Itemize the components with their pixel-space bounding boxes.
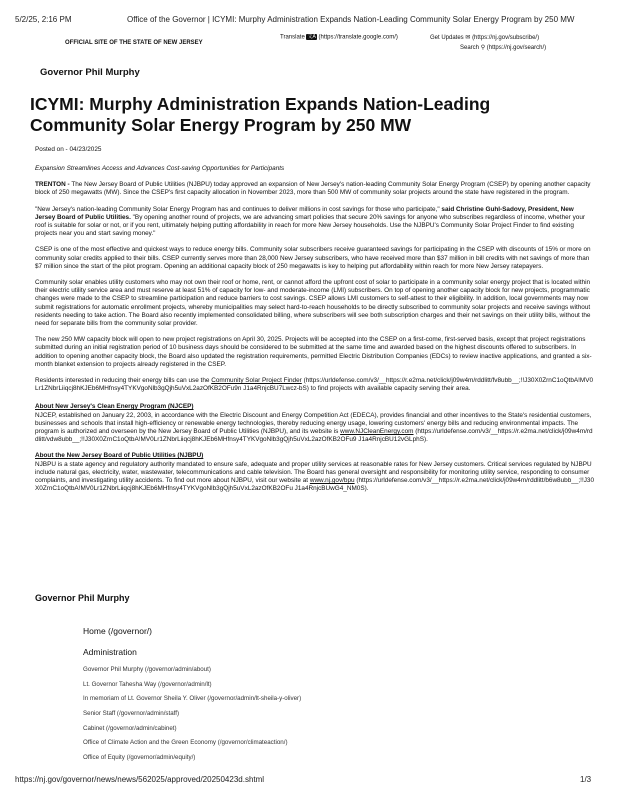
posted-date: Posted on - 04/23/2025 (35, 146, 102, 153)
quote-text: "New Jersey's nation-leading Community Solar Energy Program has and continues to deliver millions in cost savings for those who participate," (35, 205, 440, 213)
footer-admin-link[interactable]: Cabinet (/governor/admin/cabinet) (83, 724, 177, 732)
search-label: Search (460, 45, 480, 51)
quote-attribution: said Christine Guhl-Sadovy, President, New Jersey Board of Public Utilities. (35, 205, 574, 221)
translate-label: Translate (280, 34, 305, 41)
paragraph-1 (35, 181, 595, 197)
footer-admin-link[interactable]: Governor Phil Murphy (/governor/admin/about) (83, 666, 211, 673)
search-icon: ⚲ (480, 45, 486, 51)
paragraph-4: Community solar enables utility customers who may not own their roof or home, rent, or cannot afford the upfront cost of solar to participate in a community solar energy project that is located within their electric utility service area and must reserve at least 51% of capacity for low- and moderate-income (LMI) subscribers. On top of opening another capacity block for new projects, programmatic changes were made to the CSEP to streamline participation and reduce barriers to cost savings. CSEP allows LMI customers to self-attest to their eligibility. In addition, local governments may now submit registrations for automatic enrollment projects, whereby municipalities may select hard-to-reach households to be directly subscribed to community solar projects and receive savings without residents needing to take action. The Board also recently implemented consolidated billing, where subscribers will see both subscription charges and their net savings on their utility bills, without the need for separate bills from the community solar provider. (35, 279, 591, 328)
bpu-heading (35, 452, 595, 460)
footer-home-link[interactable]: Home (/governor/) (83, 626, 152, 636)
footer-admin-link[interactable]: Office of Equity (/governor/admin/equity/) (83, 754, 196, 762)
page-title: ICYMI: Murphy Administration Expands Nation-Leading Community Solar Energy Program by 250 MW (30, 94, 491, 135)
bpu-heading-text: About the New Jersey Board of Public Utilities (NJBPU) (35, 452, 204, 460)
bpu-body-text: NJBPU is a state agency and regulatory authority mandated to ensure safe, adequate and proper utility services at reasonable rates for New Jersey customers. Critical services regulated by NJBPU include natural gas, electricity, water, wastewater, telecommunications and cable television. The Board has general oversight and responsibility for monitoring utility service, responding to consumer complaints, and investigating utility accidents. To find out more about NJBPU, visit our website at (35, 460, 592, 485)
quote-continuation: "By opening another round of projects, we are advancing smart policies that secure 20% savings for anyone who subscribes regardless of income, whether your roof is suitable for solar or not, or if you rent, ultimately helping putting affordability in reach for more New Jersey households. Use the NJBPU's Community Solar Project Finder to find existing projects near you and start saving money." (35, 213, 586, 238)
print-page-number: 1/3 (580, 775, 592, 784)
footer-administration: Administration (83, 647, 137, 657)
get-updates-link[interactable] (430, 34, 539, 41)
paragraph-6-text: Residents interested in reducing their energy bills can use the (35, 377, 212, 385)
footer-admin-link[interactable]: Lt. Governor Tahesha Way (/governor/admin/lt) (83, 680, 212, 688)
updates-url: (https://nj.gov/subscribe/) (472, 35, 540, 41)
njcleanenergy-url[interactable]: (https://urldefense.com/v3/__https://r.e2ma.net/click/j09w4m/rddlitt/vdw8ubb__;!!J30X0ZrnC1oQtbA!MV0Lr1ZNbrLiiqcj8hKJEb6MHfnsy4TYKVgoNlb3gQjh5uVxL2azOfKB2OFu9 J1a4RnjcBU12vGLphS). (35, 428, 593, 444)
bpu-url[interactable]: (https://urldefense.com/v3/__https://r.e2ma.net/click/j09w4m/rddlitt/b6w8ubb__;!!J30X0ZrnC1oQtbA!MV0Lr1ZNbrLiiqcj8hKJEb6MHfnsy4TYKVgoNlb3gQjh5uVxL2azOfKB2OFu J1a4RnjcBUwG4_NM0S). (35, 477, 595, 493)
search-link[interactable] (460, 44, 546, 51)
translate-icon: 文A (307, 34, 316, 40)
print-page-title: Office of the Governor | ICYMI: Murphy Administration Expands Nation-Leading Community Solar Energy Program by 250 MW (127, 15, 575, 24)
envelope-icon: ✉ (465, 35, 471, 41)
site-brand[interactable]: Governor Phil Murphy (40, 67, 140, 78)
translate-url: (https://translate.google.com/) (318, 34, 398, 41)
footer-brand[interactable]: Governor Phil Murphy (35, 593, 130, 603)
njcep-body (35, 412, 595, 445)
official-site-label: OFFICIAL SITE OF THE STATE OF NEW JERSEY (65, 40, 203, 46)
article-body (35, 165, 595, 494)
footer-admin-links (83, 666, 301, 769)
footer-admin-link[interactable]: Office of Climate Action and the Green Economy (/governor/climateaction/) (83, 739, 288, 747)
paragraph-2 (35, 206, 595, 239)
project-finder-url[interactable]: (https://urldefense.com/v3/__https://r.e2ma.net/click/j09w4m/rddlitt/fv8ubb__;!!J30X0ZrnC1oQtbA!MV0Lr1ZNbrLiiqcj8hKJEb6MHfnsy4TYKVgoNlb3gQjh5uVxL2azOfKB2OFu9n J1a4RnjcBU7Lwcz-bS) (35, 377, 594, 393)
article-subtitle: Expansion Streamlines Access and Advances Cost-saving Opportunities for Participants (35, 165, 285, 172)
footer-admin-link[interactable]: In memoriam of Lt. Governor Sheila Y. Oliver (/governor/admin/lt-sheila-y-oliver) (83, 695, 302, 703)
translate-link[interactable] (280, 34, 398, 41)
updates-label: Get Updates (430, 35, 464, 41)
paragraph-3: CSEP is one of the most effective and quickest ways to reduce energy bills. Community solar subscribers receive guaranteed savings for participating in the CSEP with discounts of 15% or more on community solar credits applied to their bills. CSEP currently serves more than 28,000 New Jersey subscribers, who have received more than $37 million in bill credits with net savings of more than $7 million since the start of the pilot program. Opening an additional capacity block of 250 megawatts is key to helping put affordability within reach for more New Jersey ratepayers. (35, 246, 591, 270)
paragraph-5: The new 250 MW capacity block will open to new project registrations on April 30, 2025. Projects will be accepted into the CSEP on a first-come, first-served basis, except that project registrations submitted during an initial registration period of 10 business days should be considered to be submitted at the same time and awarded based on the highest discounts offered to subscribers. In addition to opening another capacity block, the Board also updated the registration requirements, permitted Electric Distribution Companies (EDCs) to review inactive applications, and granted a six-month blanket extension to projects already registered in the CSEP. (35, 336, 592, 368)
paragraph-6-end: to find projects with available capacity serving their area. (308, 385, 471, 393)
njcep-heading-text: About New Jersey's Clean Energy Program (NJCEP) (35, 403, 194, 411)
print-url: https://nj.gov/governor/news/news/562025/approved/20250423d.shtml (15, 775, 265, 784)
paragraph-1-text: The New Jersey Board of Public Utilities (NJBPU) today approved an expansion of New Jersey's nation-leading Community Solar Energy Program (CSEP) by opening another capacity block of 250 megawatts (MW). Since the CSEP's first capacity allocation in November 2023, more than 500 MW of community solar projects around the state have registered in the program. (35, 181, 591, 197)
bpu-body (35, 461, 595, 494)
dateline: TRENTON - (35, 181, 70, 189)
njcleanenergy-link[interactable]: www.NJCleanEnergy.com (340, 428, 414, 436)
footer-admin-link[interactable]: Senior Staff (/governor/admin/staff) (83, 710, 180, 718)
bpu-link[interactable]: www.nj.gov/bpu (309, 477, 355, 485)
njcep-body-text: NJCEP, established on January 22, 2003, in accordance with the Electric Discount and Energy Competition Act (EDECA), provides financial and other incentives to the State's residential customers, businesses and schools that install high-efficiency or renewable energy technologies, thereby reducing energy usage, lowering customers' energy bills and reducing environmental impacts. The program is authorized and overseen by the New Jersey Board of Public Utilities (NJBPU), and its website is (35, 411, 592, 436)
njcep-heading (35, 403, 595, 411)
project-finder-link[interactable]: Community Solar Project Finder (211, 377, 302, 385)
paragraph-6 (35, 377, 595, 393)
search-url: (https://nj.gov/search/) (486, 45, 547, 51)
print-datetime: 5/2/25, 2:16 PM (15, 15, 72, 24)
